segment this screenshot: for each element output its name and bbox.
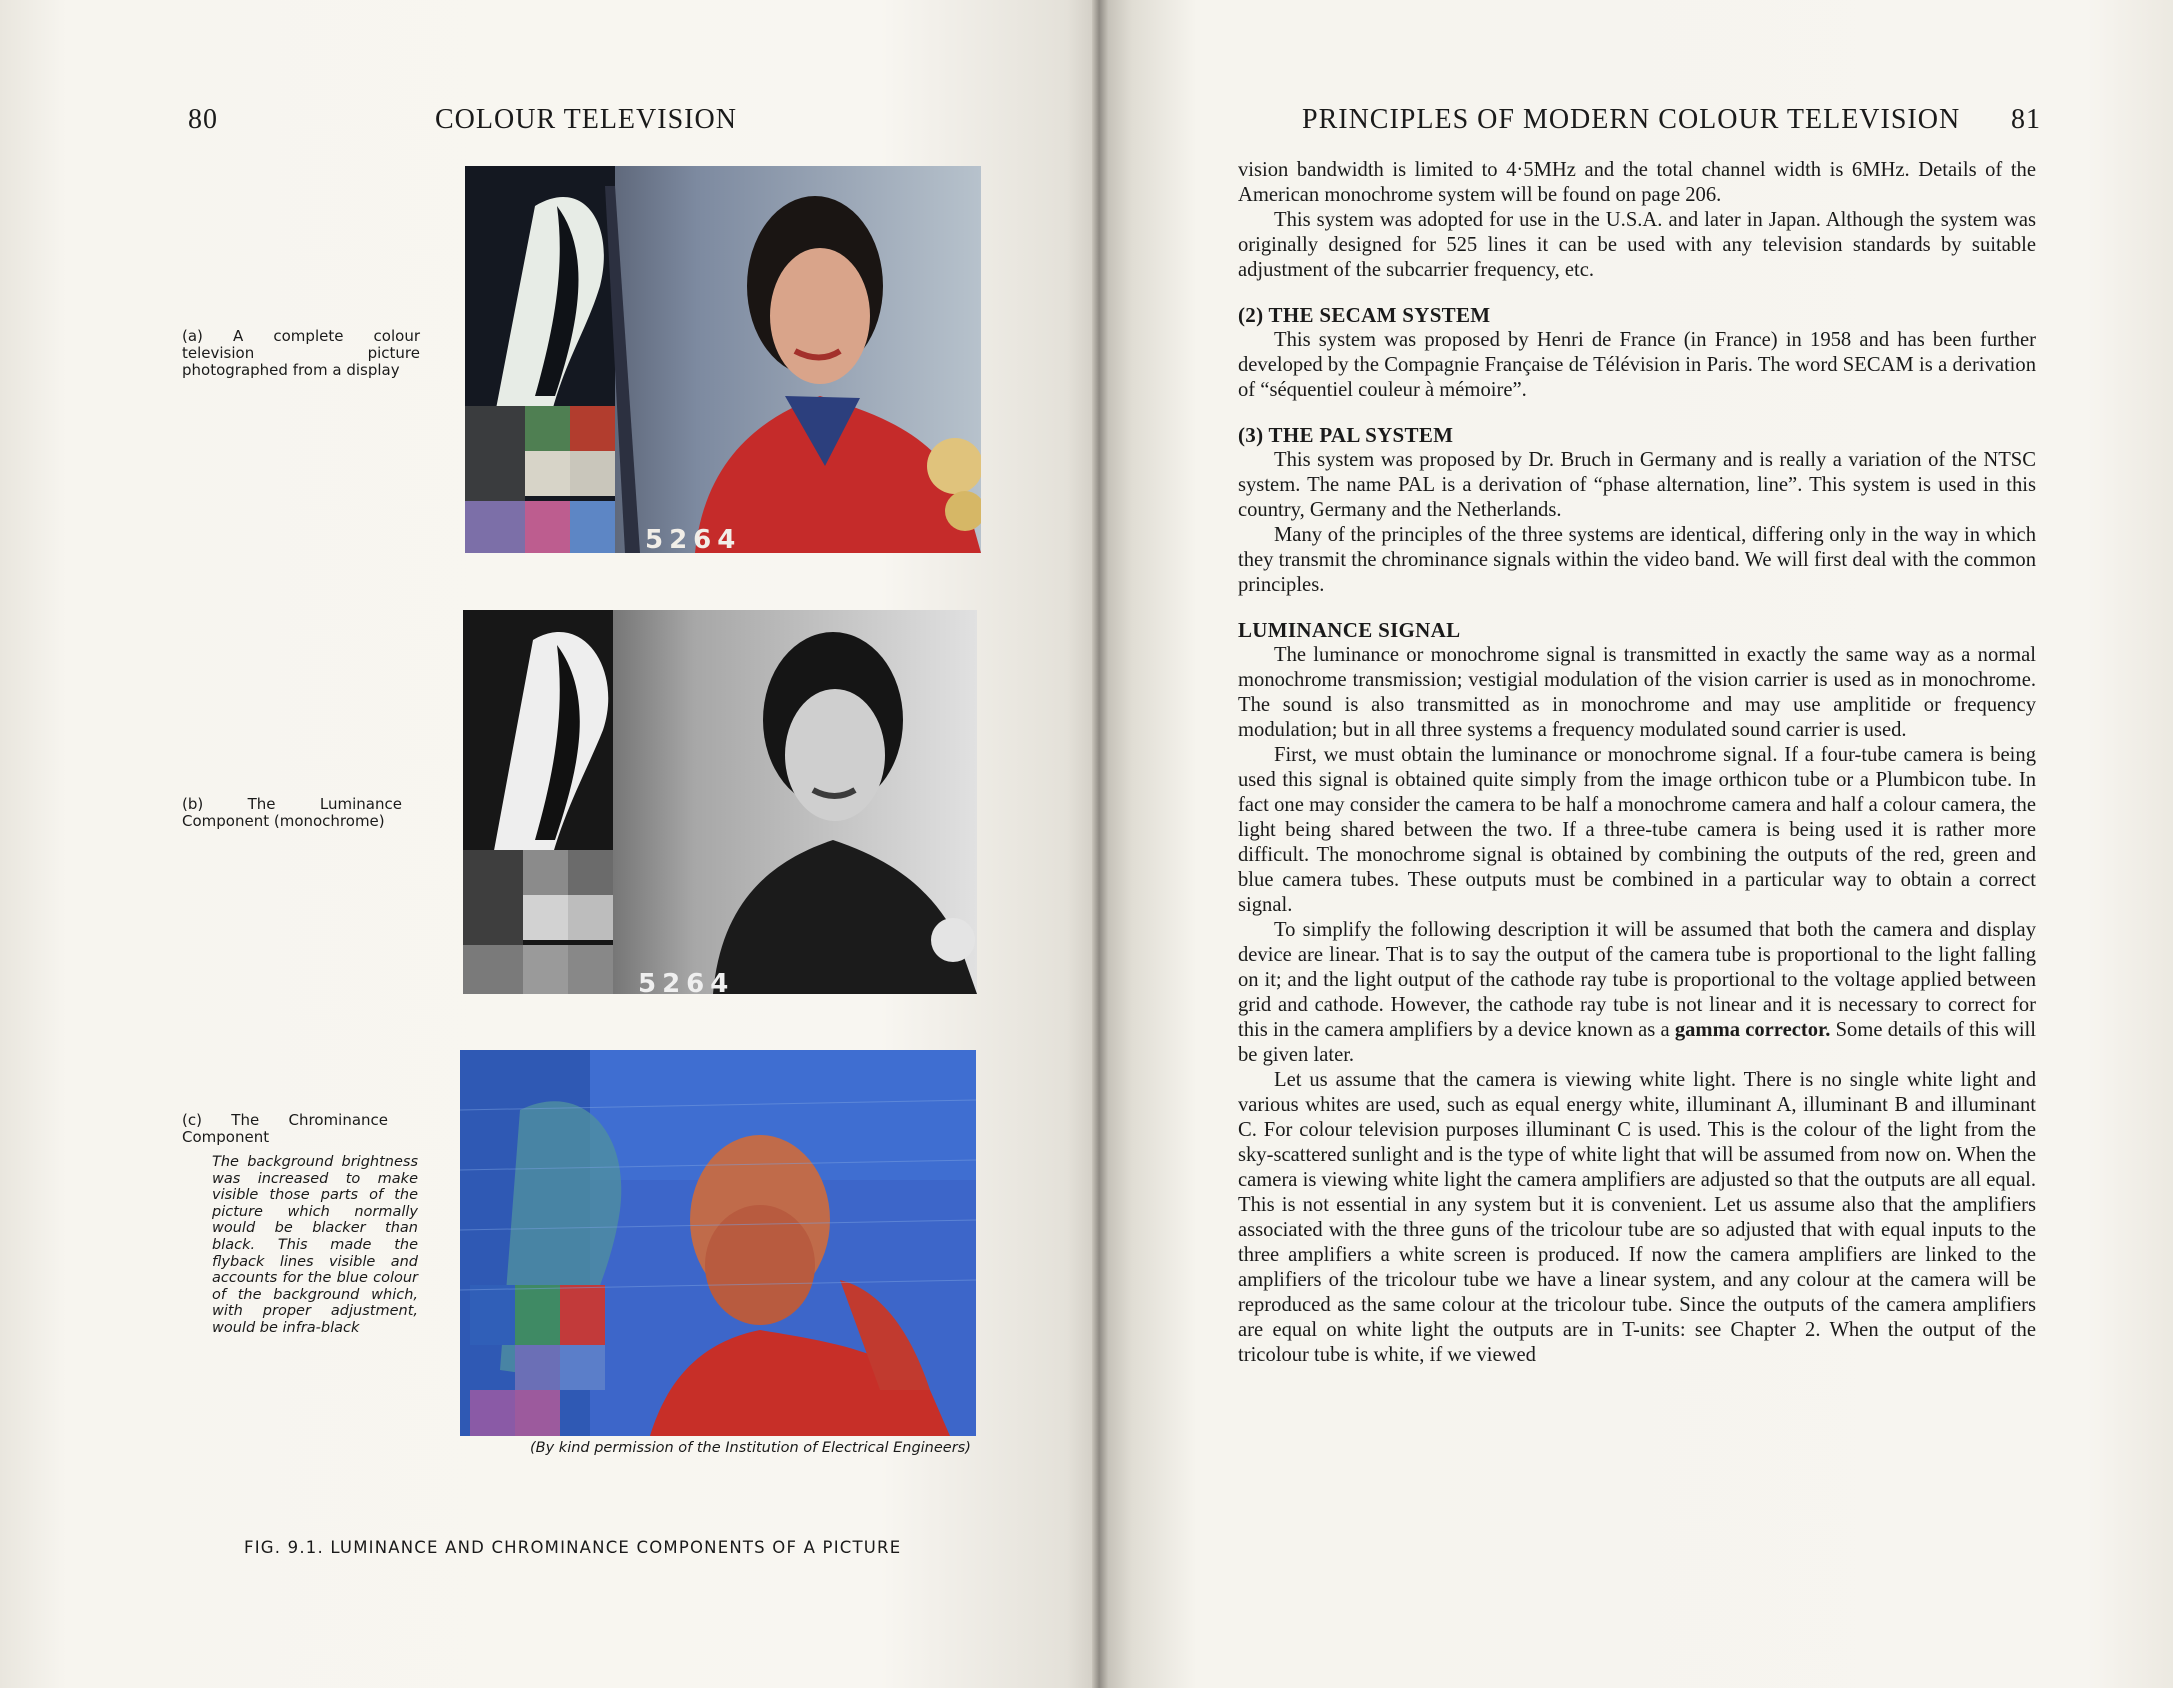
spacer (1238, 283, 2036, 303)
spacer (1238, 403, 2036, 423)
paragraph: Let us assume that the camera is viewing white light. There is no single white light and various whites are used, such as equal energy white, illuminant A, illuminant B and illuminant C. For colour television purposes illuminant C is used. This is the colour of the light from the sky-scattered sunlight and is the type of white light that will be assumed from now on. When the camera is viewing white light the camera amplifiers are adjusted so that the outputs are all equal. This is not essential in any system but it is convenient. Let us assume also that the amplifiers associated with the three guns of the tricolour tube are so adjusted that with equal inputs to the three amplifiers a white screen is produced. If now the camera amplifiers are linked to the amplifiers of the tricolour tube we have a linear system, and any colour at the camera will be reproduced as the same colour at the tricolour tube. Since the outputs of the camera amplifiers are equal on white light the outputs are in T-units: see Chapter 2. When the output of the tricolour tube is white, if we viewed (1238, 1069, 2036, 1366)
book-gutter (1092, 0, 1108, 1688)
svg-text:5264: 5264 (645, 525, 742, 553)
paragraph: This system was proposed by Dr. Bruch in Germany and is really a variation of the NTSC system. The name PAL is a derivation of “phase alternation, line”. This system is used in this country, Germany and the Netherlands. (1238, 449, 2036, 521)
paragraph: This system was proposed by Henri de France (in France) in 1958 and has been further developed by the Compagnie Française de Télévision in Paris. The word SECAM is a derivation of “séquentiel couleur à mémoire”. (1238, 329, 2036, 401)
plate-a-colour-picture (465, 166, 981, 553)
paragraph (1238, 918, 2036, 1068)
text-run: Some details of this will be given later. (1238, 1019, 2036, 1066)
paragraph: vision bandwidth is limited to 4·5MHz and the total channel width is 6MHz. Details of the American monochrome system will be found on page 206. (1238, 159, 2036, 206)
plate-c-chrominance-picture (460, 1050, 976, 1436)
left-page-number: 80 (188, 104, 218, 135)
paragraph: Many of the principles of the three systems are identical, differing only in the way in which they transmit the chrominance signals within the video band. We will first deal with the common principles. (1238, 524, 2036, 596)
caption-c: (c) The Chrominance Component (182, 1111, 388, 1146)
permission-credit: (By kind permission of the Institution of Electrical Engineers) (530, 1440, 971, 1456)
section-heading-pal: (3) THE PAL SYSTEM (1238, 423, 1454, 447)
bold-term: gamma corrector. (1674, 1019, 1831, 1041)
svg-text:5264: 5264 (638, 969, 735, 994)
left-running-head: COLOUR TELEVISION (435, 104, 737, 135)
right-running-head: PRINCIPLES OF MODERN COLOUR TELEVISION (1302, 104, 1961, 135)
figure-caption: FIG. 9.1. LUMINANCE AND CHROMINANCE COMPONENTS OF A PICTURE (244, 1538, 902, 1557)
right-page-body (1238, 158, 2036, 1368)
caption-b: (b) The Luminance Component (monochrome) (182, 795, 402, 830)
text-run: To simplify the following description it will be assumed that both the camera and display device are linear. That is to say the output of the camera tube is proportional to the light falling on it; and the light output of the cathode ray tube is proportional to the voltage applied between grid and cathode. However, the cathode ray tube is not linear and it is necessary to correct for this in the camera amplifiers by a device known as a (1238, 919, 2036, 1041)
caption-c-note: The background brightness was increased to make visible those parts of the picture which normally would be blacker than black. This made the flyback lines visible and accounts for the blue colour of the background which, with proper adjustment, would be infra-black (212, 1154, 418, 1336)
section-heading-secam: (2) THE SECAM SYSTEM (1238, 303, 1491, 327)
paragraph: First, we must obtain the luminance or monochrome signal. If a four-tube camera is being used this signal is obtained quite simply from the image orthicon tube or a Plumbicon tube. In fact one may consider the camera to be half a monochrome camera and half a colour camera, the light being shared between the two. If a three-tube camera is being used it is rather more difficult. The monochrome signal is obtained by combining the outputs of the red, green and blue camera tubes. These outputs must be combined in a particular way to obtain a correct signal. (1238, 744, 2036, 916)
right-page-number: 81 (2011, 104, 2041, 135)
plate-b-luminance-picture (463, 610, 977, 994)
spacer (1238, 598, 2036, 618)
paragraph: This system was adopted for use in the U.S.A. and later in Japan. Although the system was originally designed for 525 lines it can be used with any television standards by suitable adjustment of the subcarrier frequency, etc. (1238, 209, 2036, 281)
paragraph: The luminance or monochrome signal is transmitted in exactly the same way as a normal monochrome transmission; vestigial modulation of the vision carrier is used as in monochrome. The sound is also transmitted as in monochrome and may use amplitide or frequency modulation; but in all three systems a frequency modulated sound carrier is used. (1238, 644, 2036, 741)
caption-a: (a) A complete colour television picture photographed from a display (182, 327, 420, 379)
section-heading-luminance: LUMINANCE SIGNAL (1238, 618, 1461, 642)
